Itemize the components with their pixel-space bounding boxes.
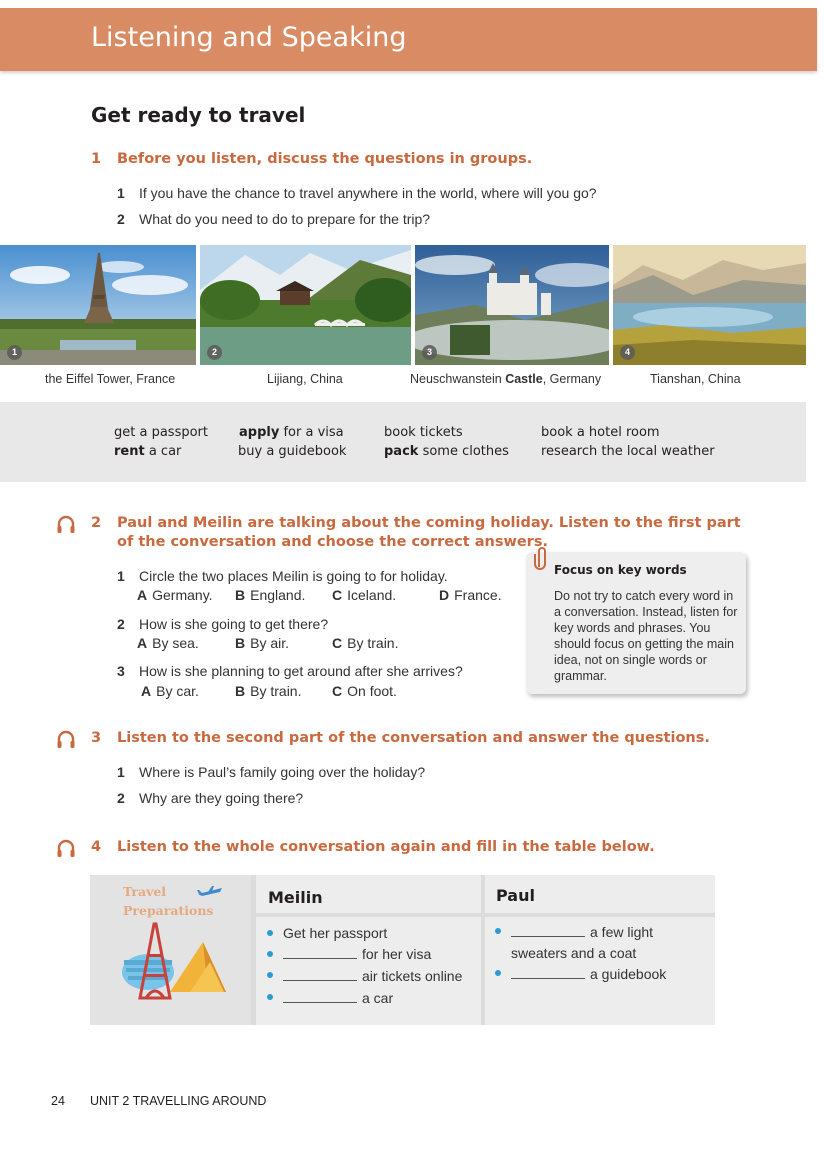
list-item: air tickets online: [283, 967, 462, 985]
banner-title: Listening and Speaking: [91, 22, 407, 53]
answer-option[interactable]: A Germany.: [137, 587, 213, 603]
answer-option[interactable]: C On foot.: [332, 683, 397, 699]
answer-option[interactable]: C By train.: [332, 635, 399, 651]
caption-bold-word: Castle: [505, 372, 543, 386]
exercise-instruction-line1: Paul and Meilin are talking about the coming holiday. Listen to the first part: [117, 515, 741, 531]
unit-title: UNIT 2 TRAVELLING AROUND: [90, 1094, 267, 1108]
exercise-3-heading: [91, 729, 731, 749]
answer-option[interactable]: B England.: [235, 587, 306, 603]
answer-option[interactable]: C Iceland.: [332, 587, 397, 603]
section-title: Get ready to travel: [91, 103, 306, 127]
question-number: 2: [117, 211, 125, 227]
exercise-4-heading: [91, 838, 731, 858]
answer-options: [137, 682, 517, 700]
page-banner: [0, 8, 817, 71]
question-text: What do you need to do to prepare for the trip?: [139, 211, 431, 227]
question-item: [117, 789, 303, 807]
photo-badge: 4: [620, 345, 635, 360]
exercise-2-heading: [91, 514, 741, 554]
exercise-instruction-line2: of the conversation and choose the correct answers.: [117, 534, 548, 550]
photo-strip: [0, 245, 806, 365]
bullet: [495, 970, 501, 976]
question-text: Why are they going there?: [139, 790, 304, 806]
focus-tip-text: Do not try to catch every word in a conversation. Instead, listen for key words and phrases. You should focus on getting the main idea, not on single words or grammar.: [554, 589, 738, 683]
phrase-rest: for a visa: [279, 425, 344, 440]
phrase: [239, 425, 344, 440]
photo-caption: Lijiang, China: [267, 372, 343, 386]
answer-option[interactable]: B By air.: [235, 635, 290, 651]
phrase: [114, 444, 181, 459]
exercise-number: 1: [91, 151, 102, 167]
photo-badge: 2: [207, 345, 222, 360]
exercise-1-heading: [91, 150, 691, 170]
photo-badge: 1: [7, 345, 22, 360]
bullet: [267, 994, 273, 1000]
photo-caption: the Eiffel Tower, France: [45, 372, 176, 386]
phrase-verb: rent: [114, 444, 145, 459]
photo-eiffel-tower: [0, 245, 196, 365]
headphones-icon[interactable]: [56, 515, 76, 534]
list-item: a guidebook: [511, 965, 666, 983]
paperclip-icon: [533, 545, 551, 571]
answer-options: [137, 586, 517, 604]
answer-blank[interactable]: [283, 990, 357, 1003]
page-number: 24: [51, 1094, 65, 1108]
exercise-instruction: Before you listen, discuss the questions in groups.: [117, 151, 533, 167]
photo-lijiang: [200, 245, 411, 365]
list-item-continuation: sweaters and a coat: [511, 945, 637, 961]
question-number: 2: [117, 790, 125, 806]
phrase-box: [0, 402, 806, 482]
question-item: [117, 210, 430, 228]
list-item: for her visa: [283, 945, 431, 963]
photo-badge: 3: [422, 345, 437, 360]
question-number: 1: [117, 185, 125, 201]
bullet: [267, 951, 273, 957]
photo-caption: Tianshan, China: [650, 372, 741, 386]
landmarks-illustration: [118, 920, 228, 1002]
answer-option[interactable]: B By train.: [235, 683, 302, 699]
question-item: [117, 763, 425, 781]
exercise-instruction: Listen to the whole conversation again and fill in the table below.: [117, 839, 655, 855]
phrase: book tickets: [384, 425, 463, 440]
list-item: Get her passport: [283, 925, 388, 941]
photo-caption: [410, 372, 601, 386]
list-item: a car: [283, 989, 393, 1007]
focus-tip-box: [526, 552, 746, 694]
column-header-meilin: Meilin: [268, 888, 323, 907]
question-number: 3: [117, 663, 125, 679]
question-item: [117, 567, 448, 585]
question-number: 1: [117, 764, 125, 780]
question-number: 1: [117, 568, 125, 584]
question-text: How is she going to get there?: [139, 616, 329, 632]
exercise-number: 4: [91, 839, 102, 855]
phrase-rest: some clothes: [418, 444, 509, 459]
photo-neuschwanstein: [415, 245, 609, 365]
phrase: book a hotel room: [541, 425, 660, 440]
question-item: [117, 184, 597, 202]
answer-options: [137, 634, 517, 652]
answer-option[interactable]: D France.: [439, 587, 502, 603]
label-line: Preparations: [123, 903, 214, 918]
exercise-instruction: Listen to the second part of the conversation and answer the questions.: [117, 730, 710, 746]
caption-text: , Germany: [542, 372, 602, 386]
question-number: 2: [117, 616, 125, 632]
question-text: Where is Paul’s family going over the holiday?: [139, 764, 426, 780]
exercise-number: 3: [91, 730, 102, 746]
question-item: [117, 662, 463, 680]
bullet: [267, 930, 273, 936]
column-header-paul: Paul: [496, 886, 535, 905]
photo-tianshan: [613, 245, 806, 365]
question-text: Circle the two places Meilin is going to for holiday.: [139, 568, 448, 584]
bullet: [495, 928, 501, 934]
phrase: buy a guidebook: [238, 444, 347, 459]
answer-option[interactable]: A By car.: [141, 683, 199, 699]
bullet: [267, 972, 273, 978]
answer-blank[interactable]: [511, 966, 585, 979]
airplane-icon: [196, 885, 224, 899]
list-item: a few light: [511, 923, 653, 941]
phrase-verb: apply: [239, 425, 280, 440]
phrase-rest: a car: [144, 444, 182, 459]
focus-tip-title: Focus on key words: [554, 563, 687, 577]
caption-text: Neuschwanstein: [410, 372, 506, 386]
answer-option[interactable]: A By sea.: [137, 635, 199, 651]
headphones-icon[interactable]: [56, 839, 76, 858]
phrase: [384, 444, 509, 459]
answer-blank[interactable]: [283, 946, 357, 959]
question-item: [117, 615, 328, 633]
question-text: If you have the chance to travel anywhere in the world, where will you go?: [139, 185, 597, 201]
question-text: How is she planning to get around after she arrives?: [139, 663, 463, 679]
exercise-number: 2: [91, 515, 102, 531]
label-line: Travel: [123, 884, 167, 899]
answer-blank[interactable]: [283, 968, 357, 981]
headphones-icon[interactable]: [56, 730, 76, 749]
phrase: get a passport: [114, 425, 208, 440]
phrase-verb: pack: [384, 444, 419, 459]
phrase: research the local weather: [541, 444, 715, 459]
answer-blank[interactable]: [511, 924, 585, 937]
